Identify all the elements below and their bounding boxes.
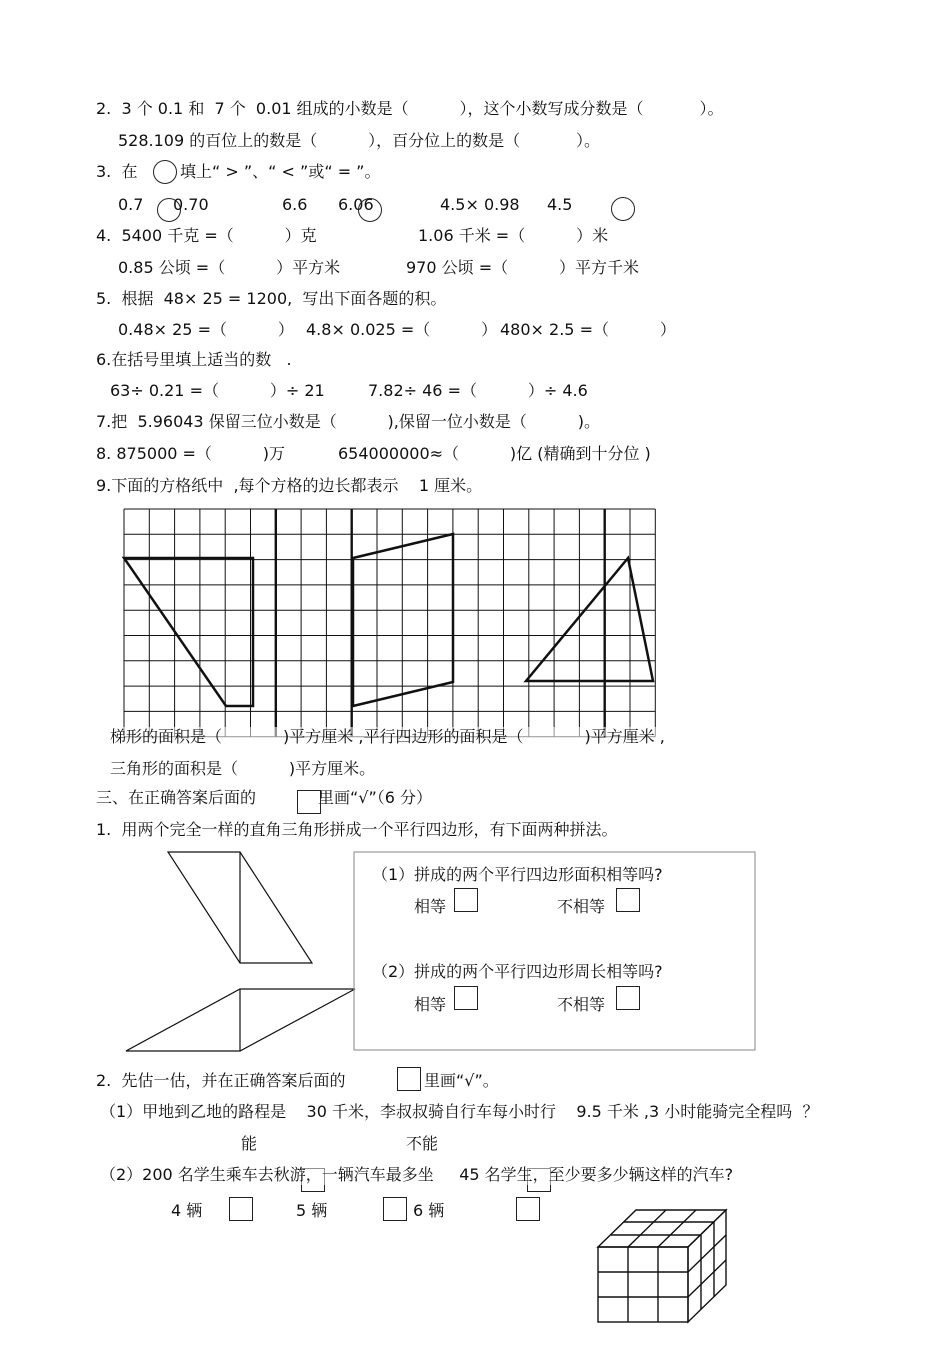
q5-expr3: 480× 2.5 =（ ）: [500, 320, 676, 339]
s3q1-sub1-no-checkbox[interactable]: [616, 888, 640, 912]
q5-expr2: 4.8× 0.025 =（ ）: [306, 320, 498, 339]
q3-compare1-left: 0.7: [118, 195, 144, 214]
section3-lead: 三、在正确答案后面的: [96, 788, 257, 807]
q7-line1: 7.把 5.96043 保留三位小数是（ ),保留一位小数是（ )。: [96, 412, 600, 431]
q9-answer1: 梯形的面积是（ )平方厘米 ,平行四边形的面积是（ )平方厘米 ,: [110, 727, 665, 746]
q3-compare3-right: 4.5: [547, 195, 573, 214]
s3q1-sub2-yes-label: 相等: [414, 995, 447, 1014]
q5-line1: 5. 根据 48× 25 = 1200, 写出下面各题的积。: [96, 289, 447, 308]
q6-expr1: 63÷ 0.21 =（ ）÷ 21: [110, 381, 325, 400]
q6-expr2: 7.82÷ 46 =（ ）÷ 4.6: [368, 381, 588, 400]
s3q2-opt2-label: 5 辆: [296, 1201, 328, 1220]
q5-expr1: 0.48× 25 =（ ）: [118, 320, 294, 339]
q6-line1: 6.在括号里填上适当的数 .: [96, 350, 292, 369]
q2-line2: 528.109 的百位上的数是（ ），百分位上的数是（ ）。: [118, 131, 601, 150]
q3-rest: 填上“ > ”、“ < ”或“ = ”。: [180, 162, 381, 181]
s3q1-sub1-yes-label: 相等: [414, 897, 447, 916]
section3-rest: 里画“√”（6 分）: [318, 788, 433, 807]
q3-compare1-right: 0.70: [173, 195, 209, 214]
s3q1-sub1-no-label: 不相等: [557, 897, 606, 916]
q3-compare2-right: 6.06: [338, 195, 374, 214]
s3q2-sub2: （2）200 名学生乘车去秋游，一辆汽车最多坐 45 名学生，至少要多少辆这样的汽车?: [100, 1165, 734, 1184]
s3q2-lead: 2. 先估一估，并在正确答案后面的: [96, 1071, 346, 1090]
s3q2-opt1-checkbox[interactable]: [229, 1197, 253, 1221]
triangle-shape: [526, 558, 653, 681]
q3-compare3-left: 4.5× 0.98: [440, 195, 520, 214]
q2-line1: 2. 3 个 0.1 和 7 个 0.01 组成的小数是（ ），这个小数写成分数是（ ）。: [96, 99, 724, 118]
q9-answer2: 三角形的面积是（ )平方厘米。: [110, 759, 376, 778]
s3q2-opt1-label: 4 辆: [171, 1201, 203, 1220]
s3q2-rest: 里画“√”。: [424, 1071, 499, 1090]
s3q2-opt2-checkbox[interactable]: [383, 1197, 407, 1221]
q4-line2b: 970 公顷 =（ ）平方千米: [406, 258, 639, 277]
q9-line1: 9.下面的方格纸中 ,每个方格的边长都表示 1 厘米。: [96, 476, 483, 495]
q8-expr2: 654000000≈（ )亿 (精确到十分位 ): [338, 444, 651, 463]
s3q2-sub1-cannot-label: 不能: [406, 1134, 439, 1153]
q4-line1a: 4. 5400 千克 =（ ）克: [96, 226, 317, 245]
checkbox-sample-icon: [397, 1067, 421, 1091]
s3q2-sub1-can-label: 能: [241, 1134, 258, 1153]
trapezoid-shape: [124, 558, 253, 706]
s3q1-sub2-no-checkbox[interactable]: [616, 986, 640, 1010]
q4-line2a: 0.85 公顷 =（ ）平方米: [118, 258, 341, 277]
s3q1-sub1: （1）拼成的两个平行四边形面积相等吗?: [372, 865, 663, 884]
s3q1-sub2-yes-checkbox[interactable]: [454, 986, 478, 1010]
s3q1-sub2-no-label: 不相等: [557, 995, 606, 1014]
q3-lead: 3. 在: [96, 162, 138, 181]
q8-expr1: 8. 875000 =（ )万: [96, 444, 286, 463]
q4-line1b: 1.06 千米 =（ ）米: [418, 226, 609, 245]
s3q1-sub2: （2）拼成的两个平行四边形周长相等吗?: [372, 962, 663, 981]
cube-figure: [598, 1210, 726, 1322]
s3q1-sub1-yes-checkbox[interactable]: [454, 888, 478, 912]
s3q1-line1: 1. 用两个完全一样的直角三角形拼成一个平行四边形，有下面两种拼法。: [96, 820, 618, 839]
s3q2-opt3-checkbox[interactable]: [516, 1197, 540, 1221]
q3-compare2-left: 6.6: [282, 195, 308, 214]
s3q2-sub1: （1）甲地到乙地的路程是 30 千米，李叔叔骑自行车每小时行 9.5 千米 ,3 小时能骑完全程吗 ？: [100, 1102, 819, 1121]
s3q2-opt3-label: 6 辆: [413, 1201, 445, 1220]
